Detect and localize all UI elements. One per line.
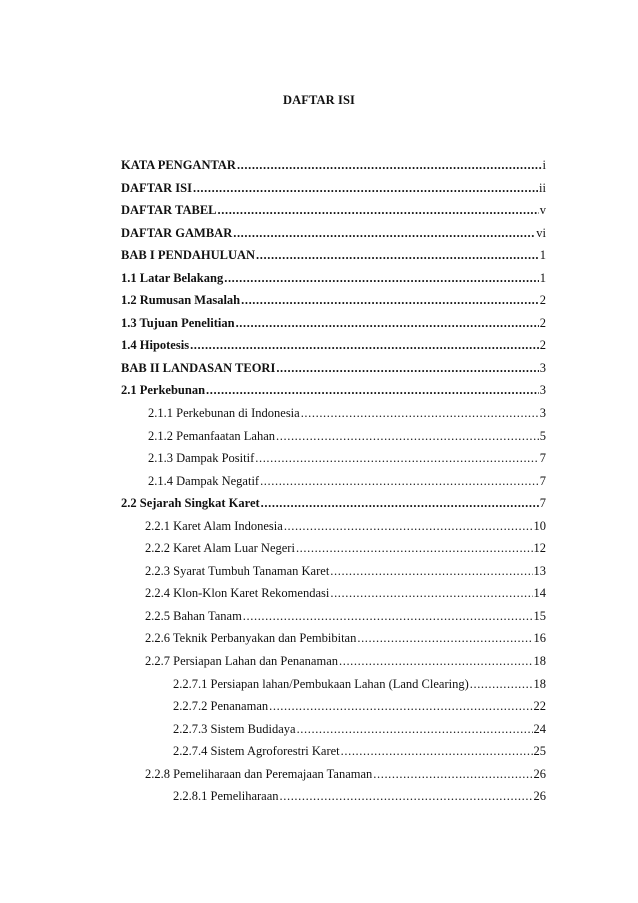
toc-dot-leader (193, 177, 538, 200)
page-title: DAFTAR ISI (283, 93, 355, 107)
toc-entry (0, 334, 546, 357)
toc-entry (0, 673, 546, 696)
toc-entry-label: BAB I PENDAHULUAN (121, 248, 256, 263)
toc-dot-leader (341, 740, 533, 763)
toc-dot-leader (256, 244, 539, 267)
toc-dot-leader (276, 425, 539, 448)
toc-entry-label: 2.2.3 Syarat Tumbuh Tanaman Karet (145, 563, 330, 578)
toc-entry (0, 582, 546, 605)
toc-entry-label: 2.2.4 Klon-Klon Karet Rekomendasi (145, 586, 330, 601)
toc-dot-leader (241, 289, 539, 312)
toc-entry-page-number: 25 (533, 744, 546, 759)
toc-entry (0, 695, 546, 718)
toc-entry (0, 718, 546, 741)
toc-entry-page-number: 13 (533, 563, 546, 578)
toc-dot-leader (190, 334, 539, 357)
toc-dot-leader (233, 222, 535, 245)
toc-entry (0, 650, 546, 673)
toc-dot-leader (237, 154, 542, 177)
toc-entry-label: 1.4 Hipotesis (121, 338, 190, 353)
toc-entry-page-number: i (542, 158, 546, 172)
toc-entry (0, 267, 546, 290)
toc-dot-leader (297, 718, 533, 741)
toc-entry-label: 2.2 Sejarah Singkat Karet (121, 496, 260, 511)
toc-entry-page-number: 2 (539, 315, 546, 330)
toc-entry-page-number: 7 (539, 473, 546, 488)
toc-entry-page-number: 2 (539, 338, 546, 353)
toc-entry-page-number: 18 (533, 676, 546, 691)
toc-entry-label: 2.2.7.1 Persiapan lahan/Pembukaan Lahan (Land Clearing) (173, 676, 469, 691)
toc-entry (0, 605, 546, 628)
toc-entry (0, 425, 546, 448)
toc-dot-leader (206, 379, 539, 402)
toc-dot-leader (236, 312, 539, 335)
toc-entry-page-number: 14 (533, 586, 546, 601)
toc-entry-page-number: 22 (533, 699, 546, 714)
toc-entry (0, 244, 546, 267)
toc-entry (0, 627, 546, 650)
toc-dot-leader (280, 785, 533, 808)
toc-entry-page-number: 15 (533, 608, 546, 623)
toc-entry-label: 2.2.7.3 Sistem Budidaya (173, 721, 296, 736)
toc-dot-leader (373, 763, 532, 786)
toc-entry-label: 2.2.8.1 Pemeliharaan (173, 789, 279, 804)
toc-entry (0, 379, 546, 402)
toc-entry-page-number: 1 (539, 270, 546, 285)
toc-entry (0, 289, 546, 312)
toc-entry-label: DAFTAR GAMBAR (121, 225, 233, 240)
toc-dot-leader (218, 199, 539, 222)
toc-entry-page-number: ii (539, 180, 546, 195)
toc-entry (0, 740, 546, 763)
toc-entry (0, 447, 546, 470)
toc-entry-label: 2.2.5 Bahan Tanam (145, 608, 242, 623)
toc-entry-label: 2.2.2 Karet Alam Luar Negeri (145, 541, 295, 556)
toc-entry-label: KATA PENGANTAR (121, 158, 236, 172)
toc-dot-leader (260, 470, 539, 493)
toc-entry-page-number: 3 (539, 360, 546, 375)
toc-entry-label: 2.2.7 Persiapan Lahan dan Penanaman (145, 654, 338, 669)
toc-entry-label: 2.1.3 Dampak Positif (148, 451, 255, 466)
toc-entry (0, 357, 546, 380)
toc-entry-page-number: 12 (533, 541, 546, 556)
toc-entry (0, 177, 546, 200)
toc-entry-page-number: v (539, 203, 546, 218)
toc-entry-label: 2.1.4 Dampak Negatif (148, 473, 260, 488)
toc-dot-leader (301, 402, 539, 425)
toc-entry (0, 402, 546, 425)
toc-entry (0, 537, 546, 560)
toc-entry-page-number: 3 (539, 383, 546, 398)
table-of-contents (0, 154, 638, 808)
toc-dot-leader (269, 695, 532, 718)
toc-dot-leader (261, 492, 539, 515)
toc-dot-leader (330, 560, 532, 583)
toc-entry-label: 2.2.7.4 Sistem Agroforestri Karet (173, 744, 340, 759)
toc-entry-page-number: 10 (533, 518, 546, 533)
toc-dot-leader (284, 515, 533, 538)
toc-entry-page-number: 18 (533, 654, 546, 669)
toc-entry (0, 470, 546, 493)
toc-entry-page-number: 26 (533, 789, 546, 804)
toc-entry-page-number: 2 (539, 293, 546, 308)
toc-entry-label: DAFTAR TABEL (121, 203, 217, 218)
toc-entry-page-number: 7 (539, 451, 546, 466)
toc-entry-page-number: 3 (539, 406, 546, 421)
toc-entry-label: 2.1.2 Pemanfaatan Lahan (148, 428, 276, 443)
toc-entry (0, 763, 546, 786)
toc-entry-page-number: 26 (533, 766, 546, 781)
toc-entry (0, 785, 546, 808)
toc-dot-leader (470, 673, 533, 696)
toc-entry-page-number: 7 (539, 496, 546, 511)
toc-entry-label: 2.2.6 Teknik Perbanyakan dan Pembibitan (145, 631, 357, 646)
toc-dot-leader (255, 447, 539, 470)
toc-entry (0, 154, 546, 177)
toc-entry (0, 199, 546, 222)
toc-entry (0, 312, 546, 335)
toc-entry-label: 2.2.8 Pemeliharaan dan Peremajaan Tanaman (145, 766, 373, 781)
toc-dot-leader (276, 357, 538, 380)
toc-entry-label: 2.2.7.2 Penanaman (173, 699, 269, 714)
toc-entry (0, 515, 546, 538)
toc-dot-leader (339, 650, 533, 673)
toc-entry-label: 1.2 Rumusan Masalah (121, 293, 241, 308)
toc-entry (0, 492, 546, 515)
toc-entry-label: BAB II LANDASAN TEORI (121, 360, 276, 375)
toc-dot-leader (296, 537, 533, 560)
toc-dot-leader (357, 627, 532, 650)
toc-entry-page-number: 24 (533, 721, 546, 736)
toc-entry-label: 1.3 Tujuan Penelitian (121, 315, 235, 330)
toc-entry-label: 2.1 Perkebunan (121, 383, 206, 398)
toc-dot-leader (243, 605, 533, 628)
toc-dot-leader (330, 582, 532, 605)
toc-entry-page-number: 1 (539, 248, 546, 263)
toc-entry-label: 1.1 Latar Belakang (121, 270, 224, 285)
toc-entry-page-number: 5 (539, 428, 546, 443)
toc-entry-page-number: vi (536, 225, 546, 240)
toc-entry-label: 2.2.1 Karet Alam Indonesia (145, 518, 283, 533)
toc-entry-label: 2.1.1 Perkebunan di Indonesia (148, 406, 300, 421)
toc-entry-label: DAFTAR ISI (121, 180, 192, 195)
toc-dot-leader (224, 267, 539, 290)
toc-entry (0, 560, 546, 583)
toc-entry-page-number: 16 (533, 631, 546, 646)
toc-entry (0, 222, 546, 245)
